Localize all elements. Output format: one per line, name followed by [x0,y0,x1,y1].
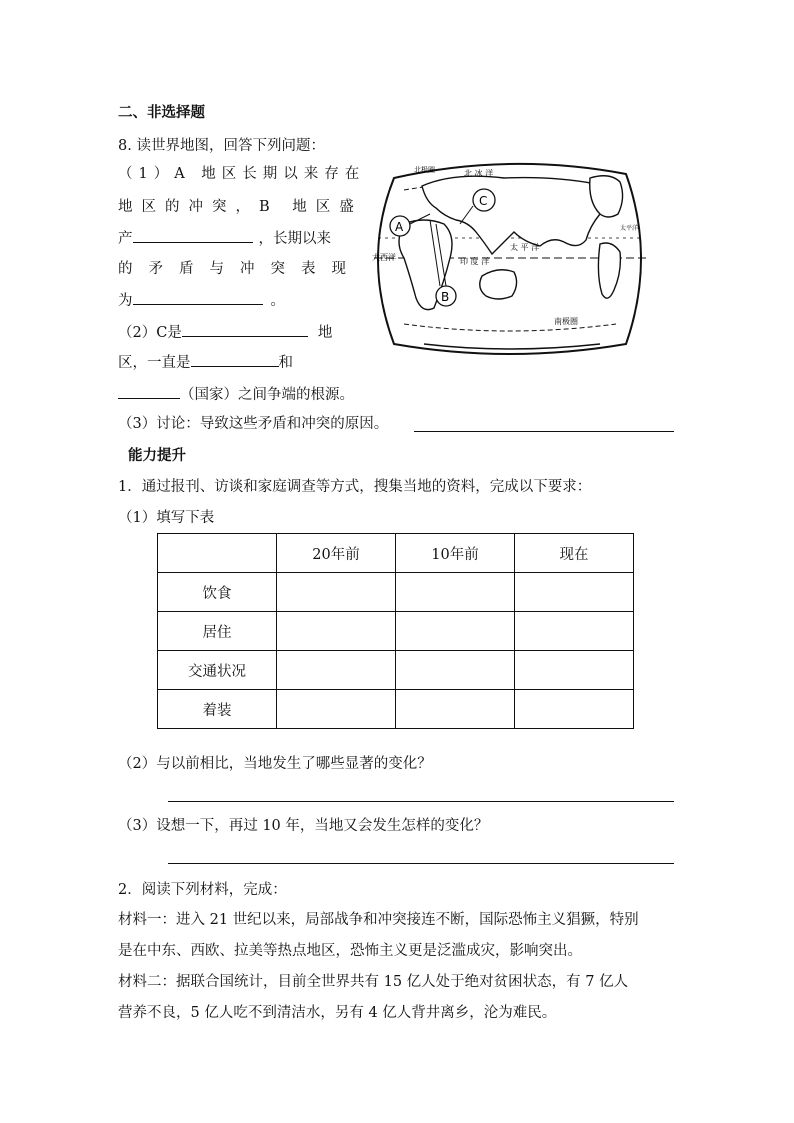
table-header-row [158,534,634,573]
q8-part2-line1-prefix: （2）C是 [118,325,182,341]
label-indian-ocean: 印 度 洋 [460,257,490,266]
table-row [158,690,634,729]
marker-c-label: C [479,194,488,208]
ability-q1-part2: （2）与以前相比，当地发生了哪些显著的变化？ [118,756,432,772]
table-answer-cell[interactable] [396,573,515,612]
q8-part1-line1: （1）A 地区长期以来存在 [118,166,366,182]
table-answer-cell[interactable] [515,690,634,729]
ability-q1-part1: （1）填写下表 [118,510,215,526]
table-header-cell: 20年前 [277,534,396,573]
q8-part2-line2-suffix: 和 [278,355,293,371]
table-answer-cell[interactable] [396,612,515,651]
table-header-cell: 现在 [515,534,634,573]
ability-q1-stem: 1．通过报刊、访谈和家庭调查等方式，搜集当地的资料，完成以下要求： [118,479,592,495]
table-row-label: 居住 [158,612,277,651]
table-answer-cell[interactable] [396,690,515,729]
q8-part1-line5-prefix: 为 [118,293,133,309]
material1-line1: 材料一：进入 21 世纪以来，局部战争和冲突接连不断，国际恐怖主义猖獗，特别 [118,912,639,928]
table-answer-cell[interactable] [277,690,396,729]
table-row [158,651,634,690]
section-title: 二、非选择题 [118,105,205,121]
table-row-label: 饮食 [158,573,277,612]
q8-part1-line5-suffix: 。 [270,293,285,309]
answer-blank-product[interactable] [133,228,253,243]
q8-part1-line2: 地区的冲突，B 地区盛 [118,199,363,215]
q8-part1-line3-suffix: ，长期以来 [258,231,331,247]
q8-part1-line5 [118,290,285,311]
material2-line1: 材料二：据联合国统计，目前全世界共有 15 亿人处于绝对贫困状态，有 7 亿人 [118,974,629,990]
marker-a-label: A [395,220,404,234]
q8-part1-line4: 的矛盾与冲突表现 [118,261,362,277]
q8-part1-line3 [118,228,331,249]
label-arctic-ocean: 北 冰 洋 [464,169,494,178]
answer-line-q8-part3[interactable] [414,431,674,432]
table-row-label: 交通状况 [158,651,277,690]
answer-line-q1-part3[interactable] [168,863,674,864]
material1-line2: 是在中东、西欧、拉美等热点地区，恐怖主义更是泛滥成灾，影响突出。 [118,943,582,959]
table-row [158,573,634,612]
material2-line2: 营养不良，5 亿人吃不到清洁水，另有 4 亿人背井离乡，沦为难民。 [118,1005,557,1021]
label-antarctic-circle: 南极圈 [554,317,578,326]
answer-blank-country-2[interactable] [118,384,180,399]
answer-blank-country-1[interactable] [191,352,279,367]
label-pacific-ocean: 太 平 洋 [510,243,540,252]
q8-part2-line1-suffix: 地 [317,325,333,341]
table-answer-cell[interactable] [277,612,396,651]
ability-title: 能力提升 [128,448,186,464]
ability-q2-stem: 2．阅读下列材料，完成： [118,882,287,898]
world-map [364,158,654,358]
answer-blank-conflict[interactable] [133,290,263,305]
australia-landmass [480,270,517,299]
survey-table [157,533,634,729]
q8-part2-line3 [118,384,354,405]
marker-b-label: B [441,290,450,304]
q8-part3: （3）讨论：导致这些矛盾和冲突的原因。 [118,416,389,432]
table-header-cell: 10年前 [396,534,515,573]
q8-part2-line3-text: （国家）之间争端的根源。 [180,387,354,403]
q8-part2-line2 [118,352,293,373]
ability-q1-part3: （3）设想一下，再过 10 年，当地又会发生怎样的变化？ [118,818,489,834]
table-answer-cell[interactable] [515,573,634,612]
table-row-label: 着装 [158,690,277,729]
table-row [158,612,634,651]
q8-part1-line3-prefix: 产 [118,231,133,247]
table-answer-cell[interactable] [396,651,515,690]
answer-blank-region-c[interactable] [182,322,308,337]
q8-part2-line2-prefix: 区，一直是 [118,355,191,371]
table-answer-cell[interactable] [515,651,634,690]
table-answer-cell[interactable] [277,573,396,612]
q8-part2-line1 [118,322,332,343]
q8-stem: 8. 读世界地图，回答下列问题： [118,138,325,154]
label-north-pacific: 太平洋 [620,225,639,232]
label-atlantic-ocean: 大西洋 [372,253,396,262]
label-north-circle: 北极圈 [414,166,435,174]
table-header-cell [158,534,277,573]
table-answer-cell[interactable] [277,651,396,690]
answer-line-q1-part2[interactable] [168,801,674,802]
table-answer-cell[interactable] [515,612,634,651]
